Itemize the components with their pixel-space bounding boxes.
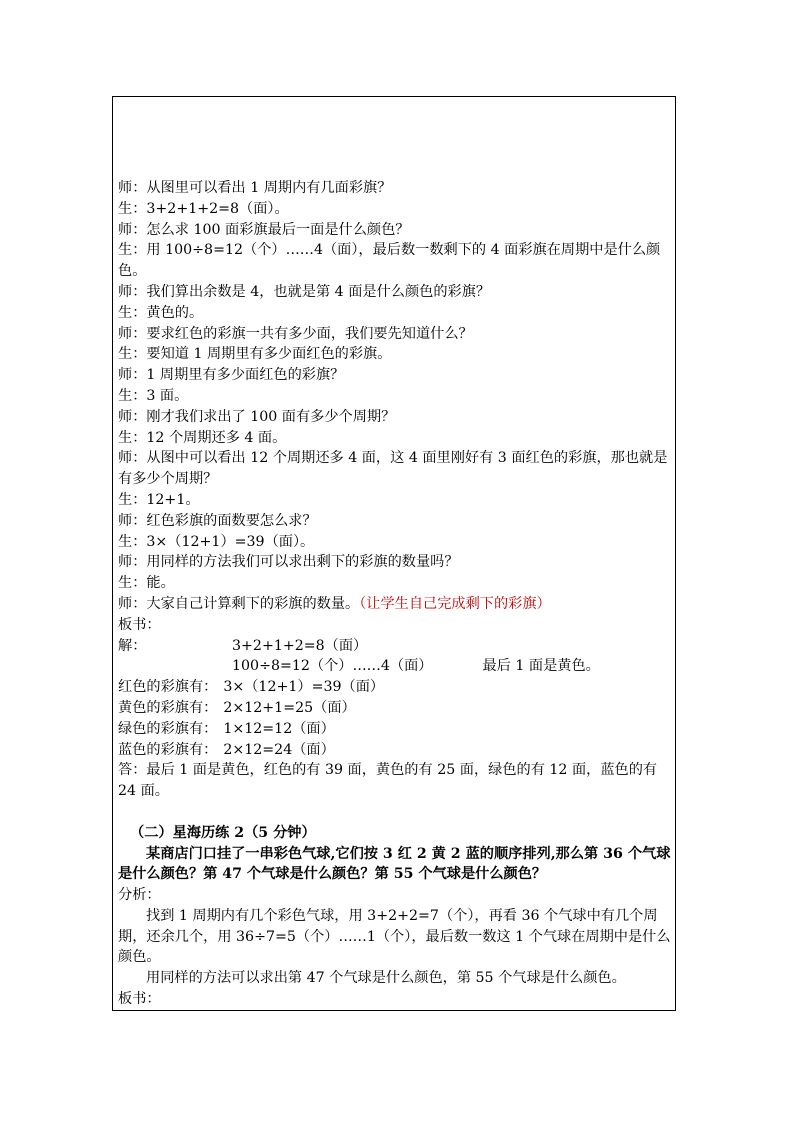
dialogue-line: 生：12 个周期还多 4 面。	[118, 429, 287, 446]
dialogue-line: 师：我们算出余数是 4，也就是第 4 面是什么颜色的彩旗？	[118, 283, 491, 300]
analysis-paragraph: 找到 1 周期内有几个彩色气球，用 3+2+2=7（个），再看 36 个气球中有几个周期，还余几个，用 36÷7=5（个）……1（个），最后数一数这 1 个气球在周期中是什么颜色。	[118, 907, 671, 966]
instruction-note: （让学生自己完成剩下的彩旗）	[359, 595, 551, 612]
dialogue-line: 生：黄色的。	[118, 304, 204, 321]
dialogue-line: 师：从图里可以看出 1 周期内有几面彩旗？	[118, 180, 392, 196]
board-eq1: 3+2+1+2=8（面）	[232, 637, 368, 654]
dialogue-line: 师：怎么求 100 面彩旗最后一面是什么颜色？	[118, 221, 410, 238]
board-eq1-row	[118, 636, 674, 657]
board-eq2-row	[118, 656, 674, 677]
board-eq2-note: 最后 1 面是黄色。	[482, 658, 600, 675]
section-title: （二）星海历练 2（5 分钟）	[130, 824, 316, 841]
board-label: 板书：	[118, 991, 161, 1008]
dialogue-line: 生：3+2+1+2=8（面）。	[118, 200, 289, 217]
dialogue-line: 师：红色彩旗的面数要怎么求？	[118, 512, 317, 529]
row-label: 黄色的彩旗有：	[118, 699, 218, 716]
board-row-blue	[118, 740, 674, 761]
board-row-yellow	[118, 698, 674, 719]
board-label: 板书：	[118, 616, 161, 633]
dialogue-line: 生：12+1。	[118, 491, 200, 508]
dialogue-line: 生：3×（12+1）=39（面）。	[118, 533, 315, 550]
analysis-label: 分析：	[118, 887, 161, 904]
dialogue-line-teacher-instruction	[118, 594, 674, 615]
dialogue-line: 生：用 100÷8=12（个）……4（面），最后数一数剩下的 4 面彩旗在周期中是什么颜色。	[118, 242, 661, 280]
problem-statement: 某商店门口挂了一串彩色气球,它们按 3 红 2 黄 2 蓝的顺序排列,那么第 36 个气球是什么颜色？第 47 个气球是什么颜色？第 55 个气球是什么颜色？	[118, 845, 671, 883]
instruction-text: 师：大家自己计算剩下的彩旗的数量。	[118, 595, 360, 612]
row-label: 红色的彩旗有：	[118, 679, 218, 696]
lesson-content	[118, 178, 674, 1010]
board-row-green	[118, 719, 674, 740]
row-expr: 2×12=24（面）	[223, 741, 335, 758]
board-eq2: 100÷8=12（个）……4（面）	[232, 658, 433, 675]
board-answer: 答：最后 1 面是黄色，红色的有 39 面，黄色的有 25 面，绿色的有 12 面，蓝色的有 24 面。	[118, 762, 658, 800]
board-row-red	[118, 677, 674, 698]
dialogue-line: 师：刚才我们求出了 100 面有多少个周期？	[118, 408, 396, 425]
dialogue-line: 师：用同样的方法我们可以求出剩下的彩旗的数量吗？	[118, 554, 459, 571]
dialogue-line: 师：1 周期里有多少面红色的彩旗？	[118, 367, 345, 384]
analysis-paragraph: 用同样的方法可以求出第 47 个气球是什么颜色，第 55 个气球是什么颜色。	[146, 970, 626, 987]
dialogue-line: 生：能。	[118, 575, 175, 592]
row-expr: 2×12+1=25（面）	[223, 699, 356, 716]
dialogue-line: 生：3 面。	[118, 387, 189, 404]
dialogue-line: 生：要知道 1 周期里有多少面红色的彩旗。	[118, 346, 392, 363]
row-label: 绿色的彩旗有：	[118, 720, 218, 737]
dialogue-line: 师：从图中可以看出 12 个周期还多 4 面，这 4 面里刚好有 3 面红色的彩旗，那也就是有多少个周期？	[118, 450, 668, 488]
row-expr: 1×12=12（面）	[223, 720, 335, 737]
dialogue-line: 师：要求红色的彩旗一共有多少面，我们要先知道什么？	[118, 325, 473, 342]
solve-label: 解：	[118, 637, 147, 654]
row-label: 蓝色的彩旗有：	[118, 741, 218, 758]
row-expr: 3×（12+1）=39（面）	[223, 679, 385, 696]
